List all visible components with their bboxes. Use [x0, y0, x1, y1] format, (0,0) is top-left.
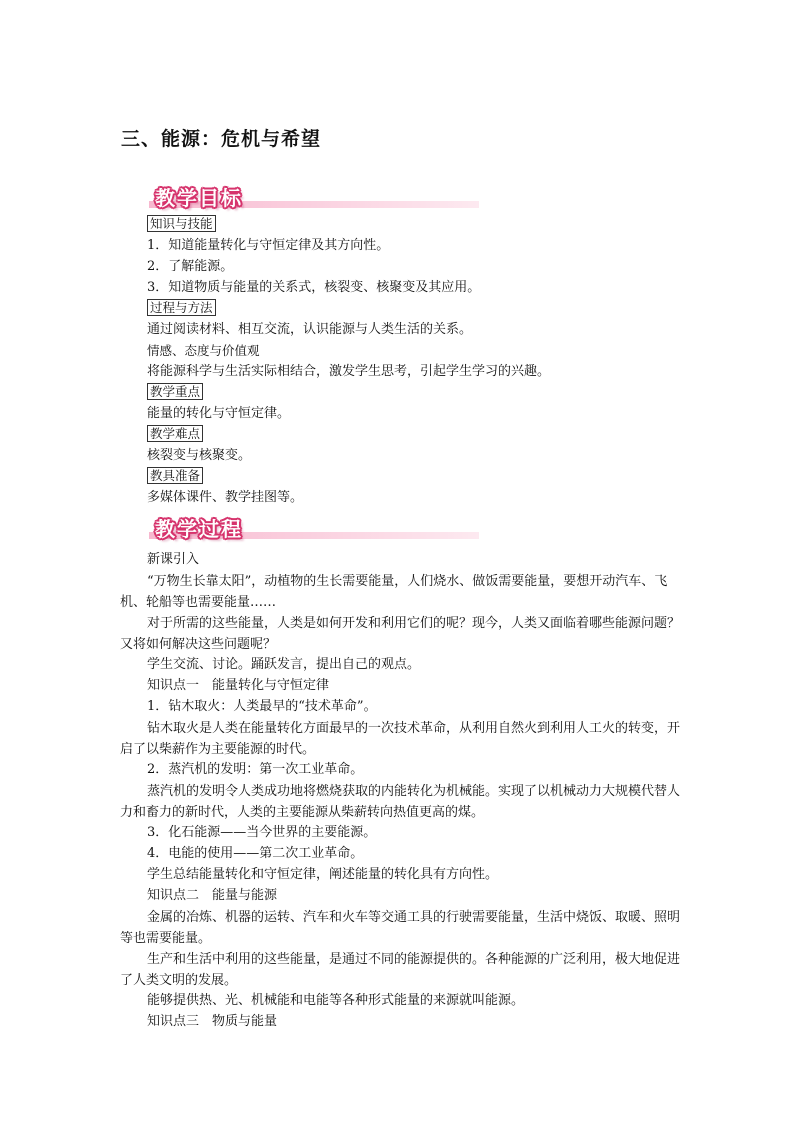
paragraph: 学生总结能量转化和守恒定律，阐述能量的转化具有方向性。 — [147, 867, 499, 882]
section-label-knowledge — [147, 215, 216, 235]
boxed-label: 教学难点 — [147, 425, 203, 442]
list-item: 2．了解能源。 — [147, 259, 234, 274]
section-label-key — [147, 383, 203, 403]
paragraph-text: 金属的冶炼、机器的运转、汽车和火车等交通工具的行驶需要能量，生活中烧饭、取暖、照明等也需要能量。 — [120, 910, 681, 946]
paragraph — [120, 907, 680, 949]
list-item: 1．钻木取火：人类最早的“技术革命”。 — [147, 699, 377, 714]
section-label-emotion: 情感、态度与价值观 — [147, 343, 260, 358]
section-label-difficult — [147, 425, 203, 445]
paragraph-text: 钻木取火是人类在能量转化方面最早的一次技术革命，从利用自然火到利用人工火的转变，开启了以柴薪作为主要能源的时代。 — [120, 721, 681, 757]
banner-label: 教学过程 — [155, 517, 243, 541]
banner-label: 教学目标 — [155, 186, 243, 210]
paragraph — [120, 613, 680, 655]
subheading: 新课引入 — [147, 552, 200, 567]
paragraph — [120, 718, 680, 760]
paragraph: 将能源科学与生活实际相结合，激发学生思考，引起学生学习的兴趣。 — [147, 364, 551, 379]
paragraph — [120, 781, 680, 823]
knowledge-point-heading: 知识点二 能量与能源 — [147, 888, 278, 903]
paragraph: 学生交流、讨论。踊跃发言，提出自己的观点。 — [147, 657, 421, 672]
paragraph — [120, 571, 680, 613]
banner-teaching-process — [145, 513, 480, 545]
paragraph-text: “万物生长靠太阳”，动植物的生长需要能量，人们烧水、做饭需要能量，要想开动汽车、飞机、轮船等也需要能量…… — [120, 574, 668, 610]
list-item: 3．知道物质与能量的关系式，核裂变、核聚变及其应用。 — [147, 280, 481, 295]
paragraph-text: 对于所需的这些能量，人类是如何开发和利用它们的呢？现今，人类又面临着哪些能源问题？又将如何解决这些问题呢？ — [120, 616, 681, 652]
section-label-tools — [147, 467, 203, 487]
paragraph: 通过阅读材料、相互交流，认识能源与人类生活的关系。 — [147, 322, 473, 337]
list-item: 4．电能的使用——第二次工业革命。 — [147, 846, 364, 861]
paragraph: 能量的转化与守恒定律。 — [147, 406, 291, 421]
page-title: 三、能源：危机与希望 — [121, 128, 322, 150]
list-item: 3．化石能源——当今世界的主要能源。 — [147, 825, 377, 840]
banner-teaching-goals — [145, 182, 480, 214]
paragraph-text: 蒸汽机的发明令人类成功地将燃烧获取的内能转化为机械能。实现了以机械动力大规模代替人力和畜力的新时代，人类的主要能源从柴薪转向热值更高的煤。 — [120, 784, 681, 820]
list-item: 1．知道能量转化与守恒定律及其方向性。 — [147, 238, 390, 253]
knowledge-point-heading: 知识点三 物质与能量 — [147, 1014, 278, 1029]
paragraph: 核裂变与核聚变。 — [147, 448, 252, 463]
paragraph — [120, 949, 680, 991]
boxed-label: 教具准备 — [147, 467, 203, 484]
boxed-label: 知识与技能 — [147, 215, 216, 232]
paragraph: 能够提供热、光、机械能和电能等各种形式能量的来源就叫能源。 — [147, 993, 525, 1008]
paragraph-text: 生产和生活中利用的这些能量，是通过不同的能源提供的。各种能源的广泛利用，极大地促进了人类文明的发展。 — [120, 952, 681, 988]
section-label-process — [147, 299, 216, 319]
paragraph: 多媒体课件、教学挂图等。 — [147, 490, 304, 505]
boxed-label: 教学重点 — [147, 383, 203, 400]
knowledge-point-heading: 知识点一 能量转化与守恒定律 — [147, 678, 330, 693]
list-item: 2．蒸汽机的发明：第一次工业革命。 — [147, 762, 364, 777]
boxed-label: 过程与方法 — [147, 299, 216, 316]
